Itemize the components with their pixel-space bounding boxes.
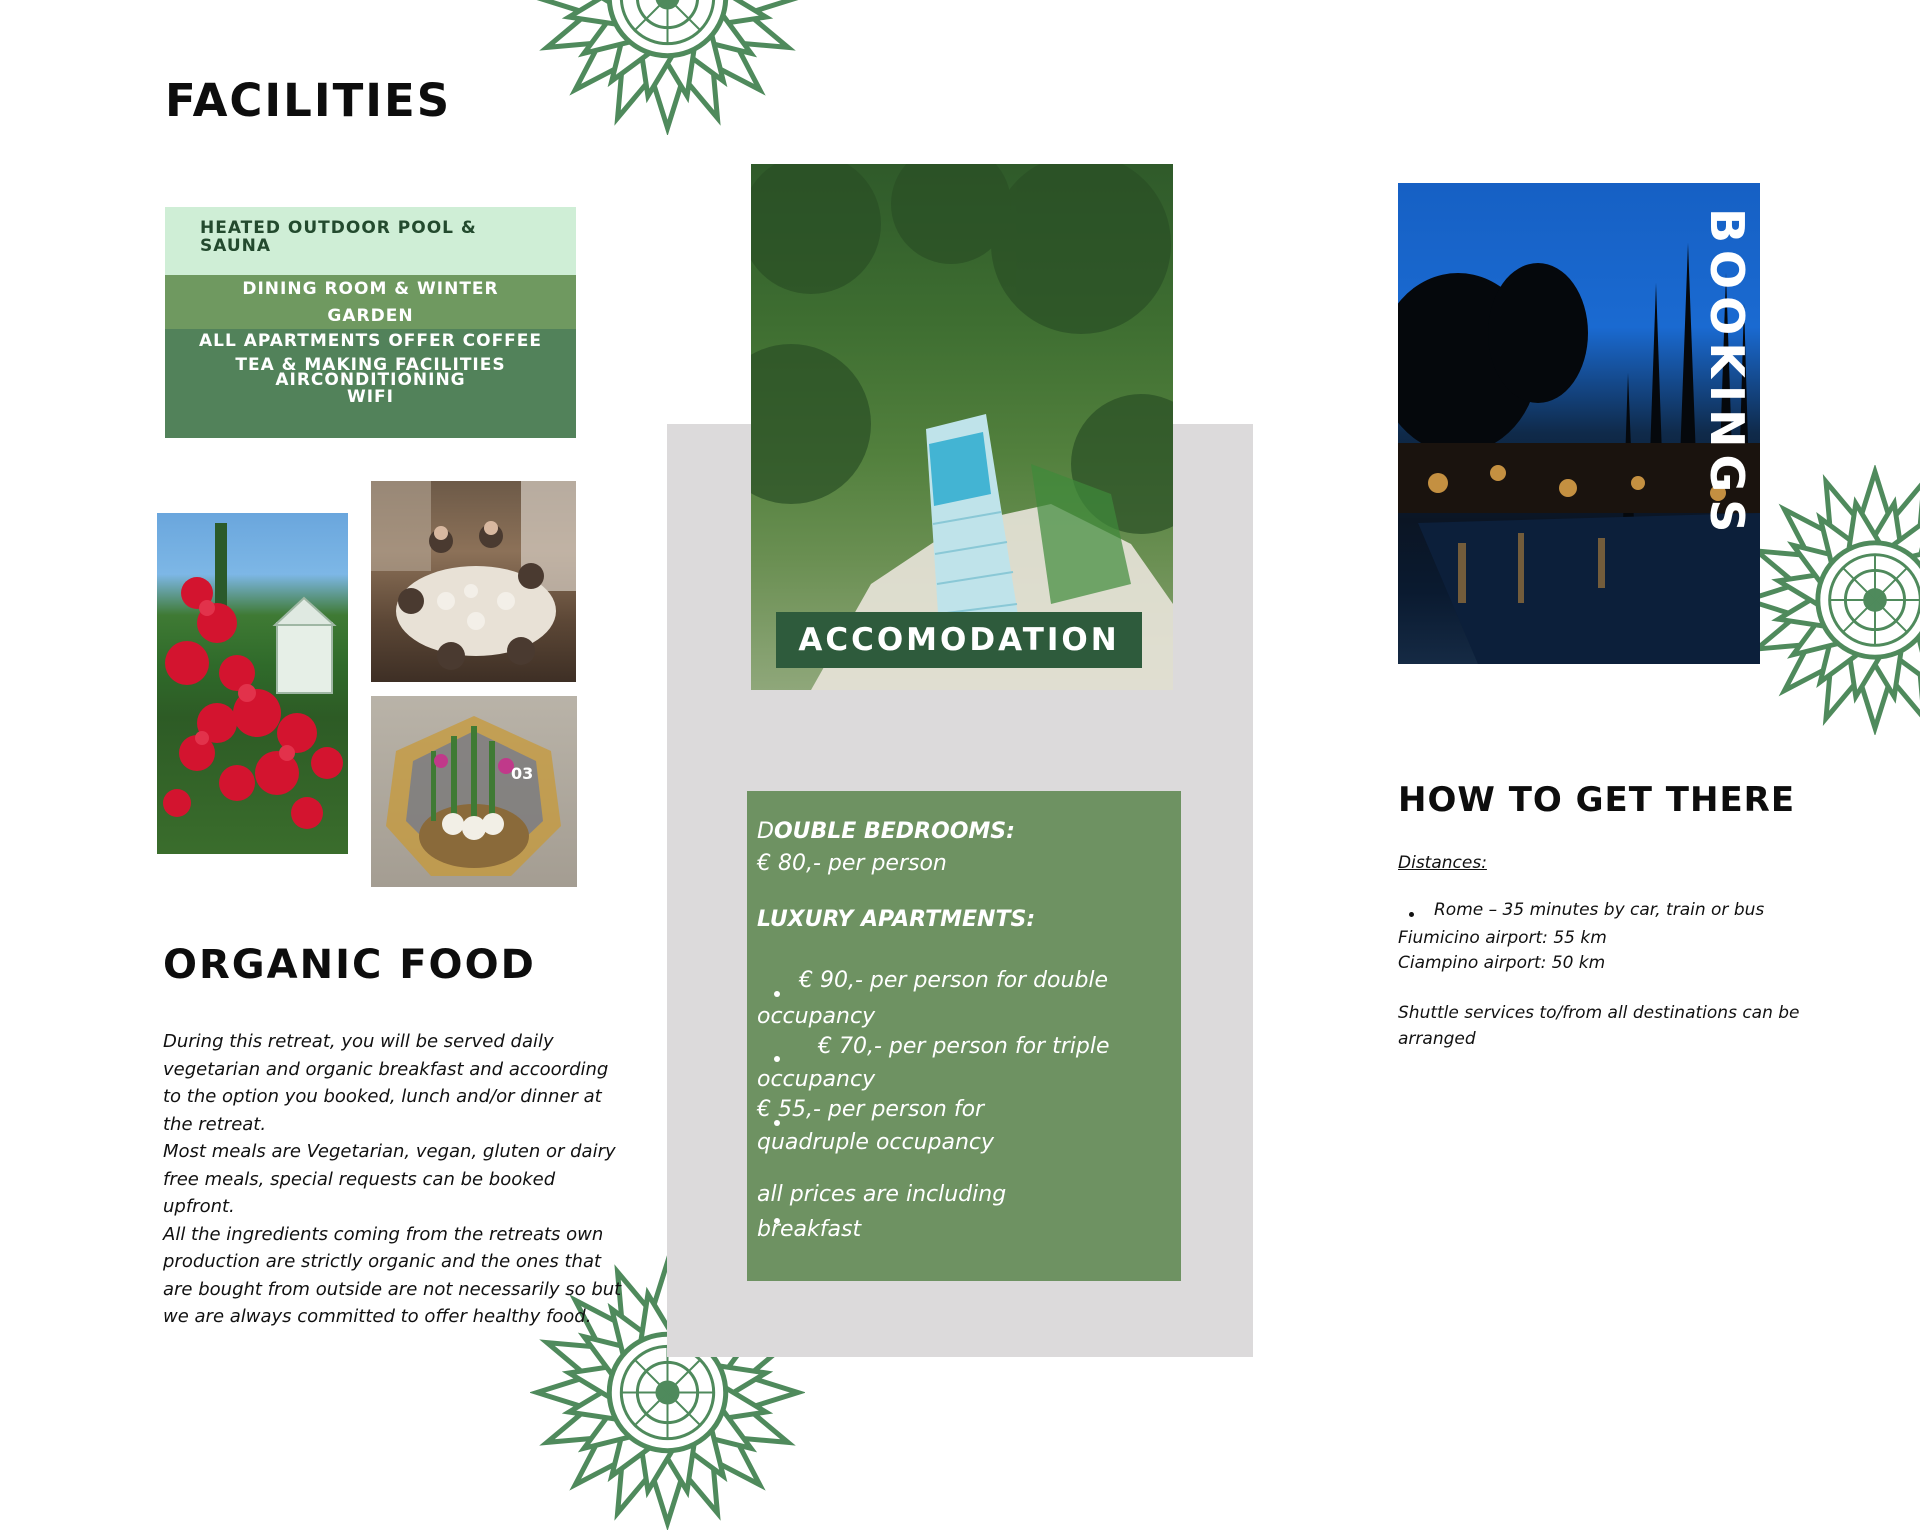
food-photo-badge: 03 xyxy=(511,764,534,783)
prices-box: DOUBLE BEDROOMS: € 80,- per person LUXURY APARTMENTS: € 90,- per person for double occupancy € 70,- per person for triple occupancy € 55,- per person for quadruple occupancy all prices are including breakfast xyxy=(747,791,1181,1281)
organic-food-text: During this retreat, you will be served daily vegetarian and organic breakfast and accoording to the option you booked, lunch and/or dinner at the retreat. Most meals are Vegetarian, vegan, gluten or dairy free meals, special requests can be booked upfront. All the ingredients coming from the retreats own production are strictly organic and the ones that are bought from outside are not necessarily so but we are always committed to offer healthy food. xyxy=(163,1031,622,1327)
facility-item-wifi: WIFI xyxy=(346,387,394,407)
double-bedrooms-title: DOUBLE BEDROOMS: xyxy=(757,819,1015,844)
double-bedrooms-price: € 80,- per person xyxy=(757,851,947,876)
dining-table-photo xyxy=(371,481,576,682)
vegetable-basket-photo xyxy=(371,696,577,887)
distances-label: Distances: xyxy=(1398,853,1487,873)
facilities-title: FACILITIES xyxy=(165,74,452,127)
mandala-right-icon xyxy=(1740,465,1920,735)
facility-list xyxy=(165,329,576,438)
how-to-get-there-title: HOW TO GET THERE xyxy=(1398,780,1796,820)
accomodation-label: ACCOMODATION xyxy=(798,622,1120,658)
bullet-icon xyxy=(774,1056,780,1062)
bullet-icon xyxy=(774,991,780,997)
distance-fiumicino: Fiumicino airport: 55 km xyxy=(1398,928,1607,948)
bookings-label: BOOKINGS xyxy=(1700,208,1754,540)
mandala-top-icon xyxy=(530,0,805,135)
organic-food-title: ORGANIC FOOD xyxy=(163,942,536,988)
facility-item-pool: HEATED OUTDOOR POOL & SAUNA xyxy=(165,207,576,275)
luxury-apartments-title: LUXURY APARTMENTS: xyxy=(757,907,1036,932)
flowers-garden-photo xyxy=(157,513,348,854)
shuttle-line-2: arranged xyxy=(1398,1029,1476,1049)
facility-item-tea: TEA & MAKING FACILITIES xyxy=(235,355,506,375)
facility-item-aircon: AIRCONDITIONING xyxy=(275,370,466,390)
distance-rome: Rome – 35 minutes by car, train or bus xyxy=(1434,900,1765,920)
shuttle-line-1: Shuttle services to/from all destinations can be xyxy=(1398,1003,1800,1023)
distance-ciampino: Ciampino airport: 50 km xyxy=(1398,953,1606,973)
bullet-icon xyxy=(1409,912,1414,917)
facility-item-dining: DINING ROOM & WINTER GARDEN xyxy=(165,275,576,329)
facility-item-coffee: ALL APARTMENTS OFFER COFFEE xyxy=(198,331,543,351)
